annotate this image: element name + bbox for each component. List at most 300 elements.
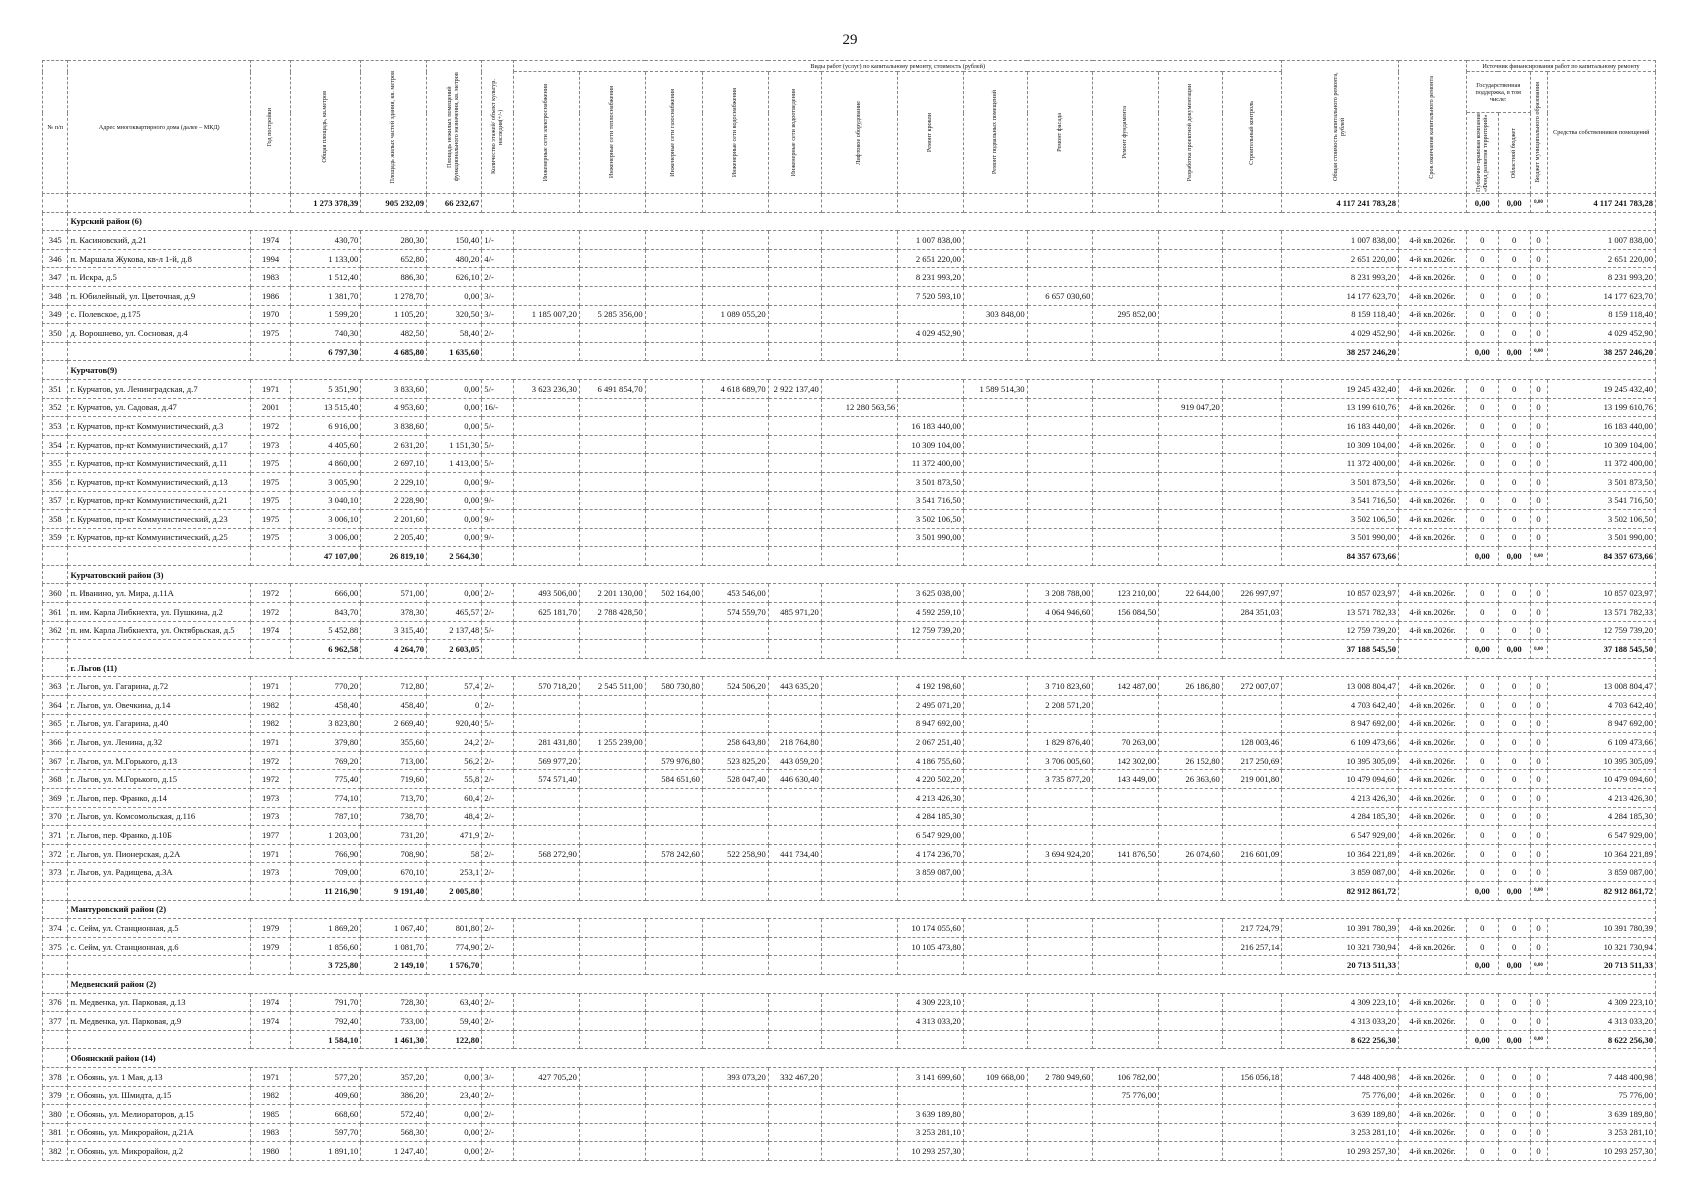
- row-municipal: 0: [1530, 1142, 1547, 1161]
- row-work-cost: [579, 919, 645, 938]
- row-work-cost: [768, 1105, 821, 1124]
- row-work-cost: [514, 231, 580, 250]
- row-number: 372: [43, 844, 68, 863]
- row-total-cost: 14 177 623,70: [1282, 286, 1399, 305]
- row-floors: 2/-: [482, 603, 514, 622]
- grand-total-row: [43, 194, 1656, 213]
- district-row: [43, 1049, 1656, 1068]
- row-deadline: 4-й кв.2026г.: [1399, 528, 1467, 547]
- row-work-cost: 453 546,00: [702, 584, 768, 603]
- row-work-cost: [645, 807, 702, 826]
- row-year: 1970: [250, 305, 290, 324]
- row-work-cost: [1159, 268, 1223, 287]
- row-fund: 0: [1466, 417, 1498, 436]
- row-deadline: 4-й кв.2026г.: [1399, 1105, 1467, 1124]
- row-deadline: 4-й кв.2026г.: [1399, 993, 1467, 1012]
- table-row: [43, 733, 1656, 752]
- row-total-area: 843,70: [291, 603, 361, 622]
- table-row: [43, 844, 1656, 863]
- row-work-cost: [821, 714, 897, 733]
- subtotal-living-area: 4 685,80: [361, 342, 427, 361]
- row-deadline: 4-й кв.2026г.: [1399, 510, 1467, 529]
- row-year: 1975: [250, 454, 290, 473]
- header-works-group: Виды работ (услуг) по капитальному ремонту, стоимость (рублей): [514, 61, 1282, 72]
- row-year: 1982: [250, 696, 290, 715]
- subtotal-nonliving-area: 1 576,70: [427, 956, 482, 975]
- row-deadline: 4-й кв.2026г.: [1399, 231, 1467, 250]
- row-work-cost: [1222, 435, 1281, 454]
- table-row: [43, 584, 1656, 603]
- row-number: 346: [43, 249, 68, 268]
- row-number: 349: [43, 305, 68, 324]
- row-work-cost: [702, 1086, 768, 1105]
- row-work-cost: 6 547 929,00: [898, 826, 964, 845]
- row-work-cost: [579, 472, 645, 491]
- row-owners: 4 313 033,20: [1547, 1012, 1655, 1031]
- table-cell: [43, 565, 68, 584]
- row-work-cost: [963, 696, 1027, 715]
- row-deadline: 4-й кв.2026г.: [1399, 751, 1467, 770]
- row-address: г. Обоянь, ул. Мелиораторов, д.15: [68, 1105, 251, 1124]
- row-work-cost: 3 694 924,20: [1027, 844, 1093, 863]
- row-work-cost: [963, 268, 1027, 287]
- table-cell: [43, 1030, 68, 1049]
- subtotal-oblast: 0,00: [1498, 547, 1530, 566]
- row-oblast: 0: [1498, 789, 1530, 808]
- row-oblast: 0: [1498, 677, 1530, 696]
- row-municipal: 0: [1530, 919, 1547, 938]
- subtotal-row: [43, 881, 1656, 900]
- row-living-area: 731,20: [361, 826, 427, 845]
- row-work-cost: [645, 379, 702, 398]
- row-address: г. Обоянь, ул. Шмидта, д.15: [68, 1086, 251, 1105]
- row-year: 2001: [250, 398, 290, 417]
- row-fund: 0: [1466, 826, 1498, 845]
- row-municipal: 0: [1530, 603, 1547, 622]
- row-floors: 2/-: [482, 1012, 514, 1031]
- row-work-cost: [768, 919, 821, 938]
- row-work-cost: [1159, 826, 1223, 845]
- row-work-cost: [1027, 268, 1093, 287]
- row-floors: 16/-: [482, 398, 514, 417]
- row-work-cost: [768, 1012, 821, 1031]
- table-cell: [514, 956, 580, 975]
- table-cell: [898, 881, 964, 900]
- row-total-area: 1 203,00: [291, 826, 361, 845]
- row-work-cost: [645, 472, 702, 491]
- row-oblast: 0: [1498, 863, 1530, 882]
- row-total-area: 766,90: [291, 844, 361, 863]
- row-nonliving-area: 0,00: [427, 398, 482, 417]
- row-owners: 16 183 440,00: [1547, 417, 1655, 436]
- table-cell: [482, 342, 514, 361]
- row-work-cost: [514, 435, 580, 454]
- row-work-cost: [1159, 249, 1223, 268]
- row-work-cost: [768, 993, 821, 1012]
- row-living-area: 378,30: [361, 603, 427, 622]
- subtotal-nonliving-area: 1 635,60: [427, 342, 482, 361]
- row-number: 358: [43, 510, 68, 529]
- row-year: 1980: [250, 1142, 290, 1161]
- row-work-cost: 3 501 873,50: [898, 472, 964, 491]
- table-cell: [1159, 956, 1223, 975]
- row-work-cost: [1159, 472, 1223, 491]
- row-fund: 0: [1466, 1142, 1498, 1161]
- table-cell: [702, 342, 768, 361]
- row-work-cost: [821, 696, 897, 715]
- row-work-cost: [1093, 528, 1159, 547]
- row-total-cost: 8 231 993,20: [1282, 268, 1399, 287]
- row-owners: 13 008 804,47: [1547, 677, 1655, 696]
- row-work-cost: [645, 603, 702, 622]
- table-cell: [1399, 881, 1467, 900]
- row-work-cost: [702, 286, 768, 305]
- table-row: [43, 324, 1656, 343]
- row-year: 1971: [250, 844, 290, 863]
- row-living-area: 357,20: [361, 1067, 427, 1086]
- row-address: г. Обоянь, ул. 1 Мая, д.13: [68, 1067, 251, 1086]
- row-year: 1973: [250, 807, 290, 826]
- table-cell: [1027, 1030, 1093, 1049]
- row-year: 1977: [250, 826, 290, 845]
- row-work-cost: [768, 807, 821, 826]
- row-work-cost: [579, 937, 645, 956]
- row-work-cost: 216 601,09: [1222, 844, 1281, 863]
- table-row: [43, 398, 1656, 417]
- district-row: [43, 212, 1656, 231]
- table-row: [43, 621, 1656, 640]
- row-work-cost: [821, 1086, 897, 1105]
- row-work-cost: [1222, 454, 1281, 473]
- row-living-area: 1 081,70: [361, 937, 427, 956]
- row-work-cost: 272 007,07: [1222, 677, 1281, 696]
- row-total-cost: 16 183 440,00: [1282, 417, 1399, 436]
- row-nonliving-area: 920,40: [427, 714, 482, 733]
- grand-fund: 0,00: [1466, 194, 1498, 213]
- row-work-cost: [579, 1067, 645, 1086]
- row-work-cost: [898, 1086, 964, 1105]
- row-work-cost: [579, 807, 645, 826]
- row-work-cost: [1093, 472, 1159, 491]
- row-work-cost: [645, 249, 702, 268]
- row-work-cost: [645, 528, 702, 547]
- row-work-cost: 3 639 189,80: [898, 1105, 964, 1124]
- row-address: с. Сейм, ул. Станционная, д.5: [68, 919, 251, 938]
- row-living-area: 1 278,70: [361, 286, 427, 305]
- row-oblast: 0: [1498, 435, 1530, 454]
- row-work-cost: [702, 1123, 768, 1142]
- row-work-cost: 5 285 356,00: [579, 305, 645, 324]
- district-title: г. Льгов (11): [68, 658, 1656, 677]
- row-floors: 5/-: [482, 621, 514, 640]
- row-total-area: 458,40: [291, 696, 361, 715]
- row-fund: 0: [1466, 435, 1498, 454]
- row-total-area: 409,60: [291, 1086, 361, 1105]
- row-work-cost: [702, 435, 768, 454]
- row-nonliving-area: 58,40: [427, 324, 482, 343]
- row-work-cost: [963, 714, 1027, 733]
- row-work-cost: 919 047,20: [1159, 398, 1223, 417]
- row-work-cost: [1093, 789, 1159, 808]
- table-cell: [768, 640, 821, 659]
- row-work-cost: 522 258,90: [702, 844, 768, 863]
- row-work-cost: [963, 733, 1027, 752]
- row-work-cost: [702, 324, 768, 343]
- row-year: 1972: [250, 584, 290, 603]
- row-oblast: 0: [1498, 584, 1530, 603]
- row-work-cost: [1159, 714, 1223, 733]
- row-living-area: 568,30: [361, 1123, 427, 1142]
- capital-repair-table: [42, 60, 1656, 1161]
- row-work-cost: [1159, 863, 1223, 882]
- row-address: г. Льгов, ул. Гагарина, д.40: [68, 714, 251, 733]
- row-work-cost: [1027, 305, 1093, 324]
- row-municipal: 0: [1530, 770, 1547, 789]
- row-year: 1975: [250, 472, 290, 491]
- table-row: [43, 714, 1656, 733]
- row-year: 1973: [250, 789, 290, 808]
- row-work-cost: [645, 286, 702, 305]
- row-work-cost: [1027, 417, 1093, 436]
- row-living-area: 728,30: [361, 993, 427, 1012]
- row-address: п. Маршала Жукова, кв-л 1-й, д.8: [68, 249, 251, 268]
- row-oblast: 0: [1498, 417, 1530, 436]
- row-floors: 2/-: [482, 584, 514, 603]
- row-number: 361: [43, 603, 68, 622]
- row-work-cost: 156 084,50: [1093, 603, 1159, 622]
- row-work-cost: [579, 1086, 645, 1105]
- table-row: [43, 231, 1656, 250]
- table-row: [43, 286, 1656, 305]
- row-address: г. Льгов, пер. Франко, д.10Б: [68, 826, 251, 845]
- row-nonliving-area: 0,00: [427, 1067, 482, 1086]
- table-cell: [898, 342, 964, 361]
- row-work-cost: [821, 844, 897, 863]
- row-work-cost: [963, 1142, 1027, 1161]
- row-municipal: 0: [1530, 937, 1547, 956]
- row-living-area: 2 697,10: [361, 454, 427, 473]
- row-work-cost: [1222, 472, 1281, 491]
- row-fund: 0: [1466, 379, 1498, 398]
- row-work-cost: [1027, 807, 1093, 826]
- row-year: 1974: [250, 231, 290, 250]
- row-work-cost: 569 977,20: [514, 751, 580, 770]
- row-work-cost: [768, 510, 821, 529]
- table-cell: [514, 881, 580, 900]
- row-total-area: 5 351,90: [291, 379, 361, 398]
- row-work-cost: [514, 510, 580, 529]
- row-floors: 2/-: [482, 937, 514, 956]
- row-municipal: 0: [1530, 826, 1547, 845]
- row-owners: 10 364 221,89: [1547, 844, 1655, 863]
- row-deadline: 4-й кв.2026г.: [1399, 324, 1467, 343]
- row-work-cost: [821, 937, 897, 956]
- subtotal-fund: 0,00: [1466, 547, 1498, 566]
- row-floors: 2/-: [482, 324, 514, 343]
- row-work-cost: 10 309 104,00: [898, 435, 964, 454]
- row-work-cost: [768, 789, 821, 808]
- row-municipal: 0: [1530, 733, 1547, 752]
- subtotal-total-cost: 82 912 861,72: [1282, 881, 1399, 900]
- row-work-cost: 7 520 593,10: [898, 286, 964, 305]
- row-oblast: 0: [1498, 603, 1530, 622]
- row-floors: 5/-: [482, 714, 514, 733]
- row-living-area: 2 229,10: [361, 472, 427, 491]
- table-cell: [1159, 881, 1223, 900]
- row-work-cost: [1159, 1086, 1223, 1105]
- district-title: Медвенский район (2): [68, 974, 1656, 993]
- row-total-area: 430,70: [291, 231, 361, 250]
- row-work-cost: [963, 826, 1027, 845]
- row-floors: 9/-: [482, 472, 514, 491]
- table-cell: [1222, 1030, 1281, 1049]
- row-oblast: 0: [1498, 714, 1530, 733]
- table-cell: [1093, 881, 1159, 900]
- row-work-cost: [1159, 1067, 1223, 1086]
- row-owners: 2 651 220,00: [1547, 249, 1655, 268]
- row-year: 1986: [250, 286, 290, 305]
- header-work-7: Ремонт кровли: [898, 72, 964, 194]
- row-oblast: 0: [1498, 826, 1530, 845]
- district-row: [43, 565, 1656, 584]
- row-living-area: 713,70: [361, 789, 427, 808]
- row-work-cost: [1159, 231, 1223, 250]
- row-work-cost: [963, 1086, 1027, 1105]
- district-title: Курский район (6): [68, 212, 1656, 231]
- subtotal-total-area: 6 797,30: [291, 342, 361, 361]
- row-deadline: 4-й кв.2026г.: [1399, 733, 1467, 752]
- row-living-area: 386,20: [361, 1086, 427, 1105]
- subtotal-total-area: 11 216,90: [291, 881, 361, 900]
- row-number: 359: [43, 528, 68, 547]
- row-work-cost: [1093, 696, 1159, 715]
- row-work-cost: [1222, 807, 1281, 826]
- subtotal-nonliving-area: 2 603,05: [427, 640, 482, 659]
- table-cell: [250, 956, 290, 975]
- row-living-area: 4 953,60: [361, 398, 427, 417]
- row-year: 1975: [250, 491, 290, 510]
- table-cell: [43, 640, 68, 659]
- subtotal-row: [43, 342, 1656, 361]
- row-oblast: 0: [1498, 937, 1530, 956]
- subtotal-fund: 0,00: [1466, 881, 1498, 900]
- row-floors: 3/-: [482, 1067, 514, 1086]
- row-work-cost: 217 250,69: [1222, 751, 1281, 770]
- table-cell: [768, 342, 821, 361]
- row-work-cost: 10 105 473,80: [898, 937, 964, 956]
- row-number: 363: [43, 677, 68, 696]
- table-cell: [1027, 342, 1093, 361]
- table-cell: [645, 342, 702, 361]
- row-total-area: 668,60: [291, 1105, 361, 1124]
- row-work-cost: 22 644,00: [1159, 584, 1223, 603]
- table-cell: [250, 881, 290, 900]
- row-work-cost: 3 859 087,00: [898, 863, 964, 882]
- row-work-cost: [963, 770, 1027, 789]
- row-owners: 3 859 087,00: [1547, 863, 1655, 882]
- row-total-cost: 19 245 432,40: [1282, 379, 1399, 398]
- table-row: [43, 417, 1656, 436]
- row-work-cost: [821, 770, 897, 789]
- row-work-cost: [1222, 826, 1281, 845]
- row-floors: 2/-: [482, 696, 514, 715]
- table-row: [43, 379, 1656, 398]
- row-work-cost: [645, 789, 702, 808]
- row-work-cost: [768, 937, 821, 956]
- row-total-area: 597,70: [291, 1123, 361, 1142]
- row-work-cost: 70 263,00: [1093, 733, 1159, 752]
- subtotal-municipal: 0,00: [1530, 956, 1547, 975]
- row-address: г. Курчатов, пр-кт Коммунистический, д.11: [68, 454, 251, 473]
- row-owners: 3 501 873,50: [1547, 472, 1655, 491]
- row-work-cost: [768, 305, 821, 324]
- row-nonliving-area: 1 151,30: [427, 435, 482, 454]
- table-cell: [43, 658, 68, 677]
- row-work-cost: [963, 472, 1027, 491]
- row-deadline: 4-й кв.2026г.: [1399, 677, 1467, 696]
- grand-total-cost: 4 117 241 783,28: [1282, 194, 1399, 213]
- table-cell: [1159, 1030, 1223, 1049]
- row-work-cost: [1222, 1123, 1281, 1142]
- row-work-cost: [1093, 379, 1159, 398]
- row-work-cost: [514, 286, 580, 305]
- row-work-cost: [1093, 621, 1159, 640]
- row-work-cost: [821, 417, 897, 436]
- row-work-cost: 26 363,60: [1159, 770, 1223, 789]
- row-total-cost: 10 857 023,97: [1282, 584, 1399, 603]
- row-floors: 5/-: [482, 379, 514, 398]
- table-cell: [250, 640, 290, 659]
- row-fund: 0: [1466, 677, 1498, 696]
- row-nonliving-area: 801,80: [427, 919, 482, 938]
- table-row: [43, 1086, 1656, 1105]
- row-work-cost: [645, 305, 702, 324]
- row-living-area: 3 315,40: [361, 621, 427, 640]
- table-cell: [1093, 547, 1159, 566]
- row-number: 362: [43, 621, 68, 640]
- row-work-cost: 4 284 185,30: [898, 807, 964, 826]
- row-work-cost: [1027, 472, 1093, 491]
- table-cell: [68, 342, 251, 361]
- row-owners: 4 284 185,30: [1547, 807, 1655, 826]
- row-work-cost: 1 007 838,00: [898, 231, 964, 250]
- row-total-cost: 10 293 257,30: [1282, 1142, 1399, 1161]
- row-work-cost: [1222, 249, 1281, 268]
- row-fund: 0: [1466, 621, 1498, 640]
- table-cell: [1222, 342, 1281, 361]
- row-number: 364: [43, 696, 68, 715]
- row-work-cost: [963, 324, 1027, 343]
- table-cell: [821, 956, 897, 975]
- row-floors: 2/-: [482, 751, 514, 770]
- row-address: г. Курчатов, пр-кт Коммунистический, д.23: [68, 510, 251, 529]
- row-work-cost: [1159, 1142, 1223, 1161]
- grand-total-area: 1 273 378,39: [291, 194, 361, 213]
- row-fund: 0: [1466, 937, 1498, 956]
- row-oblast: 0: [1498, 770, 1530, 789]
- row-work-cost: 16 183 440,00: [898, 417, 964, 436]
- row-municipal: 0: [1530, 677, 1547, 696]
- row-deadline: 4-й кв.2026г.: [1399, 268, 1467, 287]
- table-cell: [1093, 956, 1159, 975]
- table-row: [43, 472, 1656, 491]
- table-cell: [1222, 881, 1281, 900]
- row-address: г. Льгов, ул. Овечкина, д.14: [68, 696, 251, 715]
- district-title: Курчатов(9): [68, 361, 1656, 380]
- row-work-cost: [1027, 510, 1093, 529]
- row-work-cost: 26 074,60: [1159, 844, 1223, 863]
- row-work-cost: 3 710 823,60: [1027, 677, 1093, 696]
